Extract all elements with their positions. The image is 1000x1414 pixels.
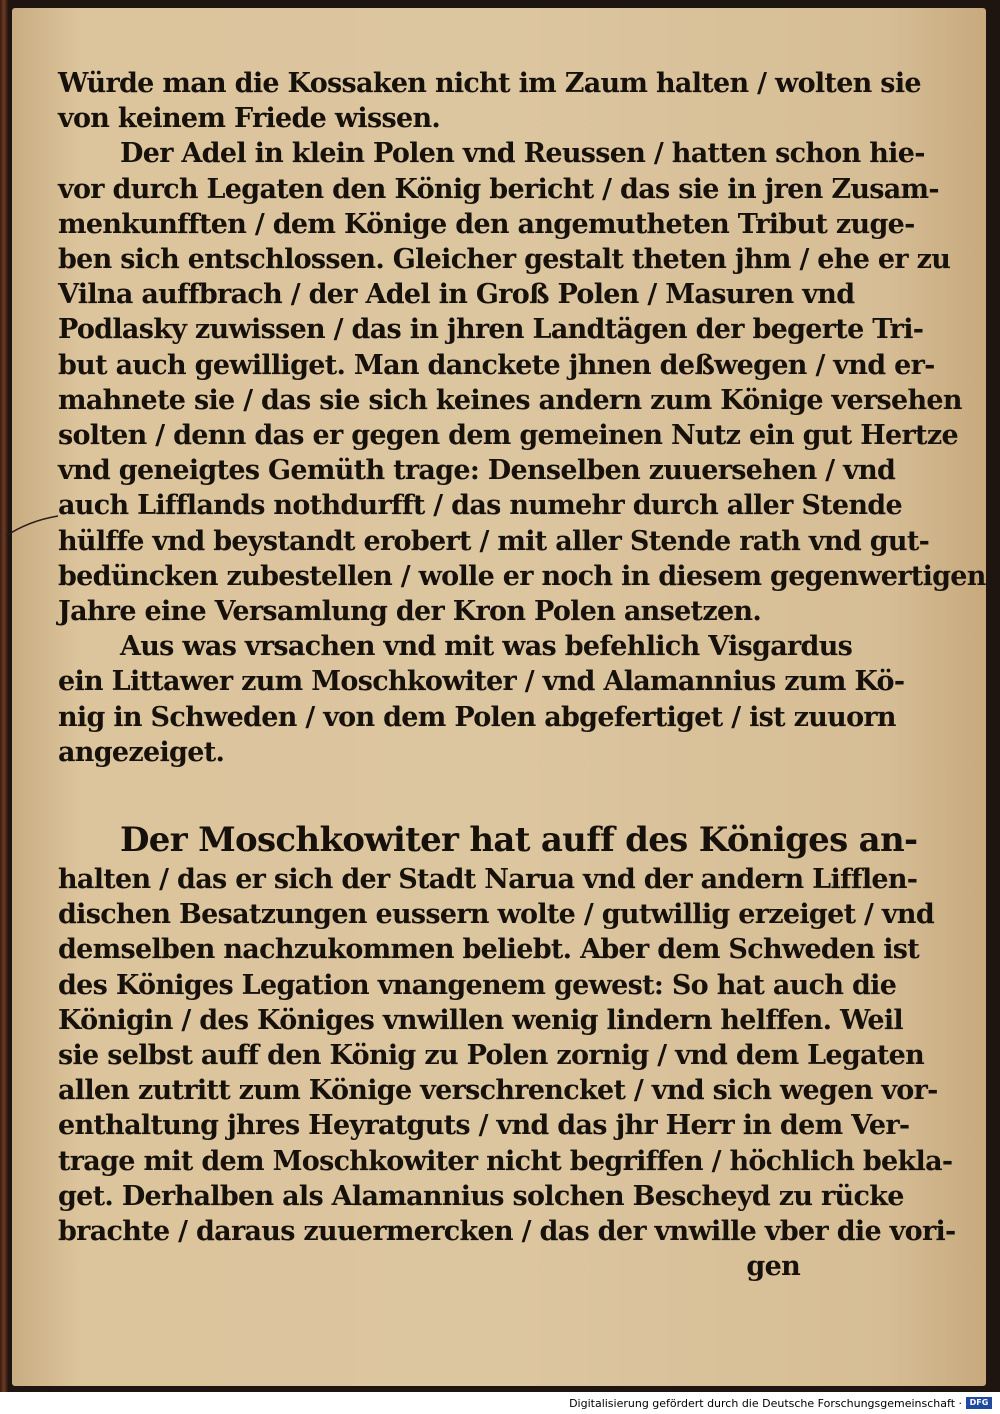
text-line: allen zutritt zum Könige verschrencket / vnd sich wegen vor-: [58, 1075, 938, 1107]
paragraph-1: [58, 66, 921, 136]
text-line: Der Moschkowiter hat auff des Königes an-: [120, 820, 918, 861]
dfg-logo-icon: DFG: [966, 1397, 992, 1409]
text-line: bedüncken zubestellen / wolle er noch in diesem gegenwertigen: [58, 560, 986, 592]
text-line: solten / denn das er gegen dem gemeinen Nutz ein gut Hertze: [58, 420, 958, 452]
page-text: [58, 66, 986, 1285]
text-line: von keinem Friede wissen.: [58, 103, 441, 135]
text-line: demselben nachzukommen beliebt. Aber dem Schweden ist: [58, 934, 920, 966]
text-line: Der Adel in klein Polen vnd Reussen / hatten schon hie-: [120, 138, 925, 170]
text-line: des Königes Legation vnangenem gewest: So hat auch die: [58, 969, 897, 1001]
text-line: nig in Schweden / von dem Polen abgefertiget / ist zuuorn: [58, 701, 896, 733]
text-line: menkunfften / dem Könige den angemutheten Tribut zuge-: [58, 208, 915, 240]
text-line: Vilna auffbrach / der Adel in Groß Polen / Masuren vnd: [58, 279, 855, 311]
text-line: mahnete sie / das sie sich keines andern zum Könige versehen: [58, 384, 962, 416]
book-spine-edge: [0, 0, 8, 1392]
text-line: ein Littawer zum Moschkowiter / vnd Alamannius zum Kö-: [58, 666, 905, 698]
text-line: but auch gewilliget. Man danckete jhnen deßwegen / vnd er-: [58, 349, 935, 381]
footer-credit: Digitalisierung gefördert durch die Deutsche Forschungsgemeinschaft ·: [569, 1397, 962, 1410]
text-line: Podlasky zuwissen / das in jhren Landtägen der begerte Tri-: [58, 314, 924, 346]
text-line: Aus was vrsachen vnd mit was befehlich Visgardus: [120, 631, 853, 663]
text-line: auch Lifflands nothdurfft / das numehr durch aller Stende: [58, 490, 902, 522]
paragraph-4: [58, 818, 956, 1249]
text-line: trage mit dem Moschkowiter nicht begriffen / höchlich bekla-: [58, 1145, 953, 1177]
text-line: Würde man die Kossaken nicht im Zaum halten / wolten sie: [58, 68, 921, 99]
paragraph-3: [58, 629, 905, 770]
text-line: vor durch Legaten den König bericht / das sie in jren Zusam-: [58, 173, 939, 205]
text-line: vnd geneigtes Gemüth trage: Denselben zuuersehen / vnd: [58, 455, 896, 487]
text-line: enthaltung jhres Heyratguts / vnd das jhr Herr in dem Ver-: [58, 1110, 910, 1142]
text-line: brachte / daraus zuuermercken / das der vnwille vber die vori-: [58, 1216, 956, 1248]
text-line: angezeiget.: [58, 736, 225, 768]
text-line: ben sich entschlossen. Gleicher gestalt theten jhm / ehe er zu: [58, 244, 951, 276]
text-line: halten / das er sich der Stadt Narua vnd der andern Lifflen-: [58, 864, 918, 896]
digitization-footer: [0, 1392, 1000, 1414]
text-line: get. Derhalben als Alamannius solchen Bescheyd zu rücke: [58, 1180, 904, 1212]
text-line: dischen Besatzungen eussern wolte / gutwillig erzeiget / vnd: [58, 899, 935, 931]
text-line: Königin / des Königes vnwillen wenig lindern helffen. Weil: [58, 1004, 903, 1036]
paragraph-2: [58, 136, 986, 629]
section-gap: [58, 770, 800, 818]
text-line: Jahre eine Versamlung der Kron Polen ansetzen.: [58, 596, 762, 628]
text-line: hülffe vnd beystandt erobert / mit aller Stende rath vnd gut-: [58, 525, 930, 557]
text-line: sie selbst auff den König zu Polen zornig / vnd dem Legaten: [58, 1040, 925, 1072]
catchword: gen: [746, 1251, 800, 1283]
margin-pen-stroke: [4, 510, 60, 540]
